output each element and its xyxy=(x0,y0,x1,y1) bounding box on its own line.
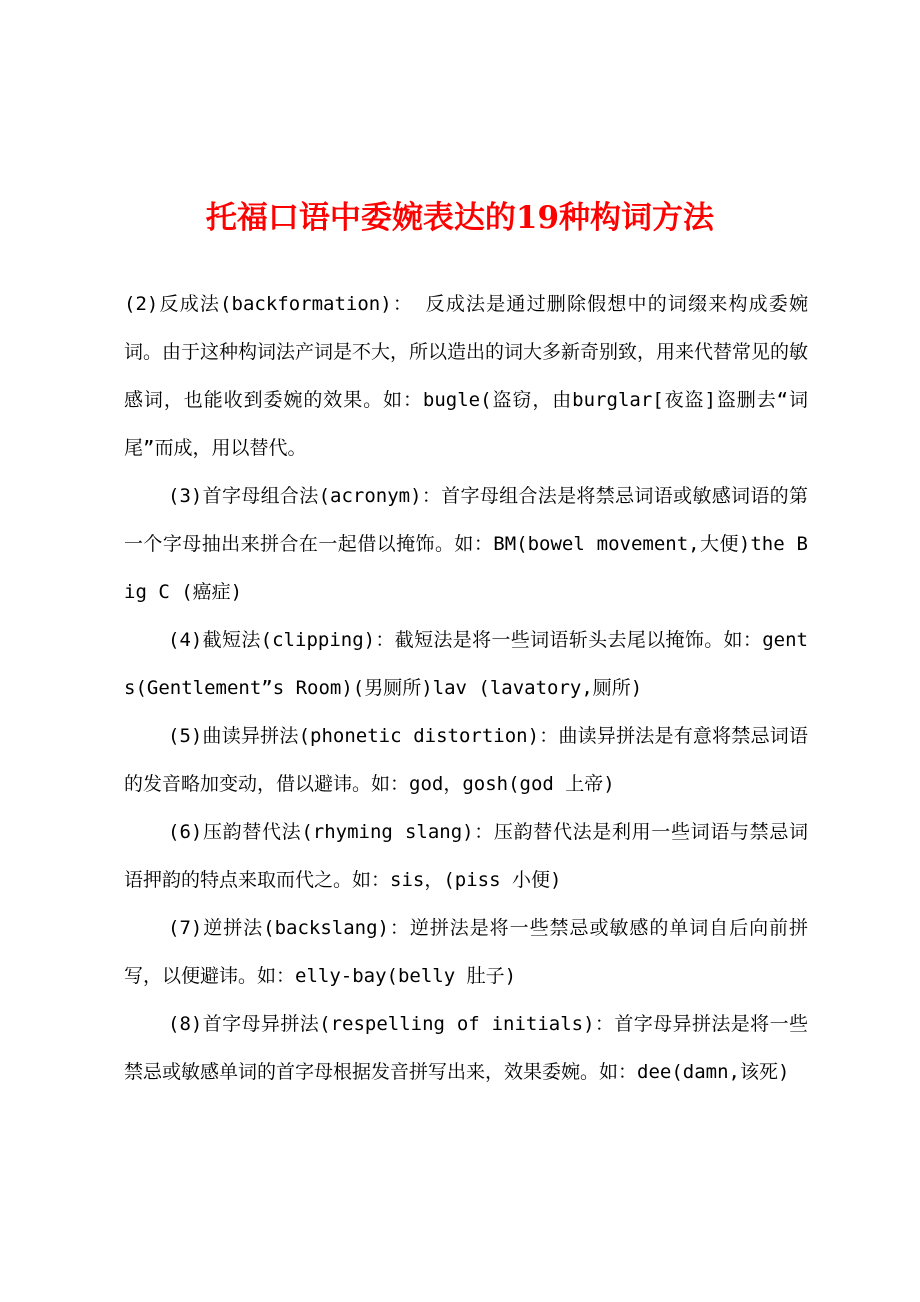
paragraph-phonetic-distortion: (5)曲读异拼法(phonetic distortion)：曲读异拼法是有意将禁忌词语的发音略加变动，借以避讳。如：god，gosh(god 上帝) xyxy=(124,725,808,795)
document-title: 托福口语中委婉表达的19种构词方法 xyxy=(205,200,715,236)
paragraph-rhyming-slang: (6)压韵替代法(rhyming slang)：压韵替代法是利用一些词语与禁忌词语押韵的特点来取而代之。如：sis，(piss 小便) xyxy=(124,821,808,891)
paragraph-acronym: (3)首字母组合法(acronym)：首字母组合法是将禁忌词语或敏感词语的第一个字母抽出来拼合在一起借以掩饰。如：BM(bowel movement,大便)the Big C (癌症) xyxy=(124,485,808,603)
document-body xyxy=(124,280,808,1096)
paragraph-respelling-initials: (8)首字母异拼法(respelling of initials)：首字母异拼法是将一些禁忌或敏感单词的首字母根据发音拼写出来，效果委婉。如：dee(damn,该死) xyxy=(124,1013,808,1083)
paragraph-backslang: (7)逆拼法(backslang)：逆拼法是将一些禁忌或敏感的单词自后向前拼写，以便避讳。如：elly-bay(belly 肚子) xyxy=(124,917,808,987)
paragraph-backformation: (2)反成法(backformation)： 反成法是通过删除假想中的词缀来构成委婉词。由于这种构词法产词是不大，所以造出的词大多新奇别致，用来代替常见的敏感词，也能收到委婉的效果。如：bugle(盗窃，由burglar[夜盗]盗删去“词尾”而成，用以替代。 xyxy=(124,293,809,459)
paragraph-clipping: (4)截短法(clipping)：截短法是将一些词语斩头去尾以掩饰。如：gents(Gentlement”s Room)(男厕所)lav (lavatory,厕所) xyxy=(124,629,808,699)
